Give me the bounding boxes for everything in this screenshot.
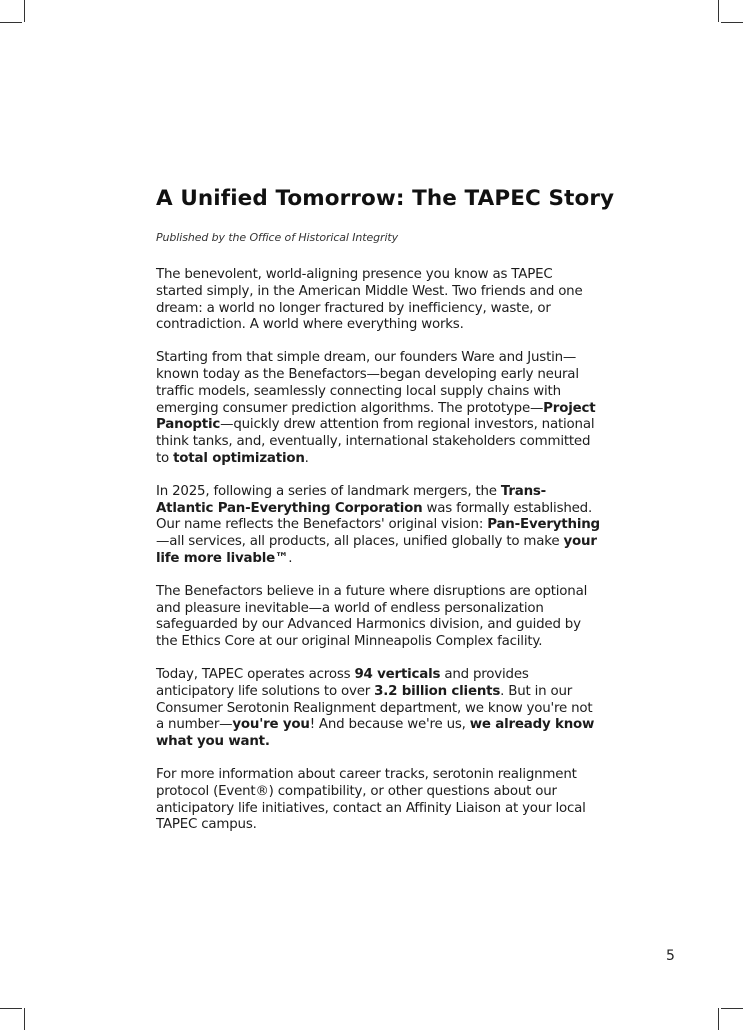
paragraph-text: —quickly drew attention from regional investors, national think tanks, and, eventually, international stakeholders committed to <box>156 417 595 466</box>
crop-mark-top-left-horizontal <box>0 22 22 23</box>
emphasis-pan-everything: Pan-Everything <box>487 517 600 533</box>
emphasis-total-optimization: total optimization <box>173 450 305 466</box>
paragraph-establishment <box>156 484 601 568</box>
crop-mark-top-right-vertical <box>718 0 719 22</box>
paragraph-text: Today, TAPEC operates across <box>156 666 355 682</box>
paragraph-text: . <box>288 550 293 566</box>
paragraph-today <box>156 667 601 751</box>
crop-mark-bottom-right-horizontal <box>721 1008 743 1009</box>
paragraph-text: was formally established. Our name reflects the Benefactors' original vision: <box>156 500 593 533</box>
emphasis-verticals: 94 verticals <box>354 666 441 682</box>
crop-mark-top-right-horizontal <box>721 22 743 23</box>
emphasis-livable: your life more livable™ <box>156 534 597 566</box>
crop-mark-bottom-left-horizontal <box>0 1008 22 1009</box>
paragraph-text: —all services, all products, all places, unified globally to make <box>156 534 564 550</box>
paragraph-text: For more information about career tracks, serotonin realignment protocol (Event®) compatibility, or other questions about our anticipatory life initiatives, contact an Affinity Liaison at your local TAPEC campus. <box>156 766 586 833</box>
paragraph-founders <box>156 350 601 468</box>
paragraph-origin <box>156 267 601 334</box>
paragraph-contact <box>156 767 601 834</box>
emphasis-know-what-you-want: we already know what you want. <box>156 717 595 750</box>
emphasis-project-panoptic: Project Panoptic <box>156 400 596 433</box>
paragraph-text: . But in our Consumer Serotonin Realignment department, we know you're not a number— <box>156 683 593 733</box>
paragraph-text: . <box>304 450 309 466</box>
crop-mark-bottom-left-vertical <box>24 1008 25 1030</box>
paragraph-text: ! And because we're us, <box>309 717 470 733</box>
emphasis-corporation-name: Trans-Atlantic Pan-Everything Corporation <box>156 483 547 516</box>
paragraph-text: and provides anticipatory life solutions to over <box>156 666 529 699</box>
paragraph-vision <box>156 584 601 651</box>
article <box>156 186 615 850</box>
crop-mark-bottom-right-vertical <box>718 1008 719 1030</box>
byline: Published by the Office of Historical Integrity <box>156 231 399 244</box>
page-number: 5 <box>666 948 675 964</box>
emphasis-clients: 3.2 billion clients <box>374 683 501 699</box>
paragraph-text: In 2025, following a series of landmark mergers, the <box>156 483 501 499</box>
paragraph-text: The benevolent, world-aligning presence you know as TAPEC started simply, in the American Middle West. Two friends and one dream: a world no longer fractured by inefficiency, waste, or contradiction. A world where everything works. <box>156 267 583 333</box>
emphasis-youre-you: you're you <box>232 717 310 733</box>
paragraph-text: Starting from that simple dream, our founders Ware and Justin—known today as the Benefactors—began developing early neural traffic models, seamlessly connecting local supply chains with emerging consumer prediction algorithms. The prototype— <box>156 350 579 416</box>
page-title: A Unified Tomorrow: The TAPEC Story <box>156 186 615 211</box>
crop-mark-top-left-vertical <box>24 0 25 22</box>
paragraph-text: The Benefactors believe in a future where disruptions are optional and pleasure inevitable—a world of endless personalization safeguarded by our Advanced Harmonics division, and guided by the Ethics Core at our original Minneapolis Complex facility. <box>156 583 588 650</box>
